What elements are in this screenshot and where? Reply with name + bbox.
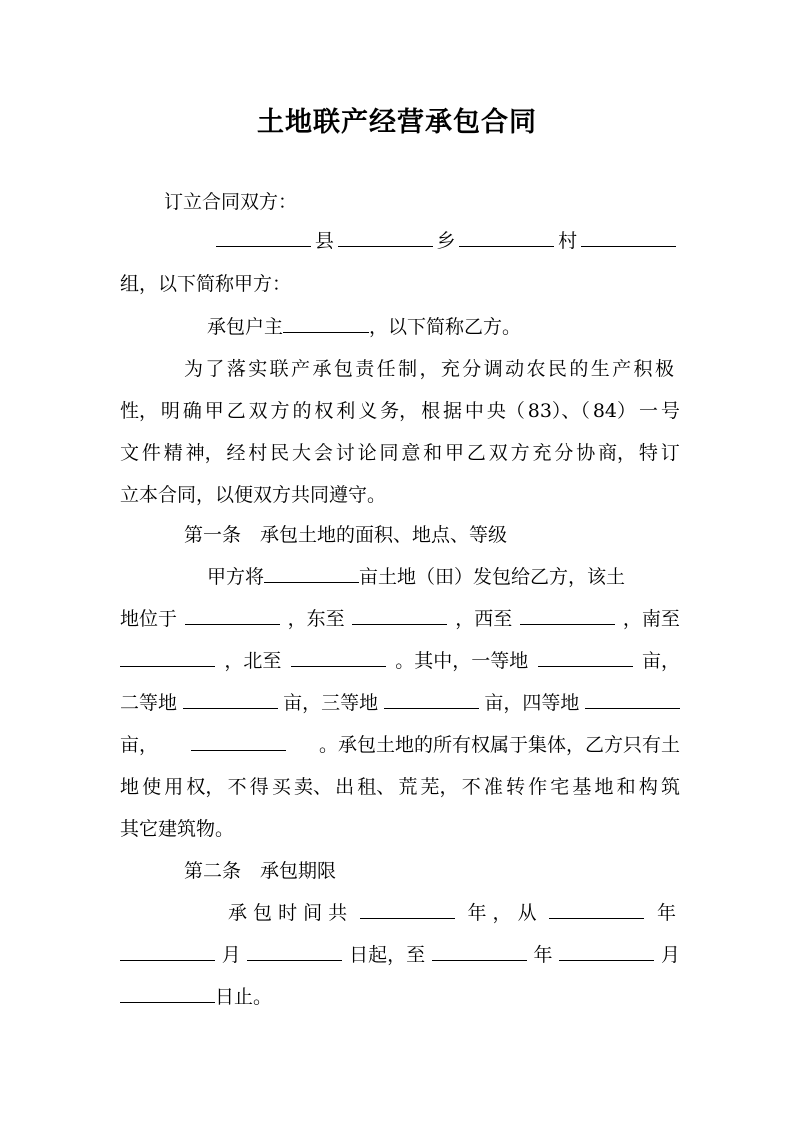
end-year-blank: [432, 942, 527, 961]
text-char: 大: [292, 442, 312, 464]
text-char: 订: [660, 442, 680, 464]
text-segment: 甲方将: [207, 566, 265, 588]
party-b-label: ，以下简称乙方。: [369, 316, 522, 338]
article-1-line-3: [120, 648, 680, 674]
start-year-blank: [549, 900, 644, 919]
text-char: 的: [569, 358, 589, 380]
text-segment: 月: [660, 944, 680, 966]
parties-heading: 订立合同双方：: [164, 191, 298, 213]
text-char: 同: [379, 442, 399, 464]
text-segment: 年: [533, 944, 553, 966]
preamble-line-4: 立本合同，以便双方共同遵守。: [120, 484, 387, 506]
grade-4-blank: [585, 690, 680, 709]
text-char: 权，: [186, 776, 225, 798]
text-char: 了: [205, 358, 225, 380]
text-segment: 。其中，一等地: [395, 650, 529, 672]
text-char: 用: [164, 776, 184, 798]
text-char: 基: [572, 776, 592, 798]
text-segment: 亩，: [641, 650, 680, 672]
text-char: 分: [554, 442, 574, 464]
text-char: 分: [462, 358, 482, 380]
text-char: 双: [488, 442, 508, 464]
text-segment: ，北至: [224, 650, 282, 672]
text-char: 方: [510, 442, 530, 464]
text-char: 会: [313, 442, 333, 464]
text-char: 得: [249, 776, 269, 798]
west-blank: [520, 606, 615, 625]
text-char: 讨: [335, 442, 355, 464]
text-char: 动: [505, 358, 525, 380]
article-2-line-3: [120, 984, 680, 1010]
text-char: 精: [163, 442, 183, 464]
text-char: 明: [160, 400, 180, 422]
text-char: 方: [270, 400, 290, 422]
village-label: 村: [558, 230, 578, 252]
end-month-blank: [559, 942, 654, 961]
article-1-line-5: [120, 732, 680, 758]
contractor-blank: [283, 314, 369, 333]
text-char: 83）、（: [527, 400, 590, 422]
grade-3-blank: [384, 690, 479, 709]
text-char: 义: [358, 400, 378, 422]
text-char: 和: [616, 776, 636, 798]
text-segment: 日止。: [215, 986, 273, 1008]
text-char: 转: [505, 776, 525, 798]
location-line: [216, 228, 676, 254]
north-blank: [291, 648, 386, 667]
text-char: 意: [401, 442, 421, 464]
text-char: 双: [248, 400, 268, 422]
text-char: 利: [336, 400, 356, 422]
text-char: 中: [464, 400, 484, 422]
text-char: 不: [227, 776, 247, 798]
text-char: 调: [483, 358, 503, 380]
text-char: 任: [376, 358, 396, 380]
text-char: 承: [312, 358, 332, 380]
text-char: 乙: [226, 400, 246, 422]
article-2-line-2: [120, 942, 680, 968]
start-day-blank: [247, 942, 342, 961]
text-char: 筑: [660, 776, 680, 798]
text-segment: 年: [656, 902, 676, 924]
party-b-line: [207, 314, 767, 340]
text-char: 一: [638, 400, 658, 422]
grade-1-blank: [538, 648, 633, 667]
article-2-title: 第二条 承包期限: [184, 860, 337, 882]
text-char: 性，: [120, 400, 159, 422]
text-segment: 亩，: [120, 734, 159, 756]
article-1-line-1: [207, 564, 767, 590]
township-label: 乡: [436, 230, 456, 252]
text-char: 落: [226, 358, 246, 380]
text-char: 务，: [380, 400, 419, 422]
text-char: 号: [660, 400, 680, 422]
text-char: 和: [423, 442, 443, 464]
start-month-blank: [120, 942, 215, 961]
years-blank: [360, 900, 455, 919]
text-char: 村: [248, 442, 268, 464]
page-title: 土地联产经营承包合同: [257, 107, 537, 138]
text-char: 联: [269, 358, 289, 380]
article-1-line-2: [120, 606, 680, 632]
text-char: 农: [526, 358, 546, 380]
text-char: 出: [335, 776, 355, 798]
article-1-line-7: 其它建筑物。: [120, 818, 235, 840]
text-char: 论: [357, 442, 377, 464]
south-blank: [120, 648, 215, 667]
text-segment: 日起，至: [349, 944, 426, 966]
text-char: 地: [594, 776, 614, 798]
text-char: 包: [333, 358, 353, 380]
text-char: 文: [120, 442, 140, 464]
text-char: 根: [421, 400, 441, 422]
article-1-line-6: [120, 774, 680, 800]
end-day-blank: [120, 984, 215, 1003]
text-segment: 年 ， 从: [467, 902, 537, 924]
text-segment: ，东至: [287, 608, 345, 630]
text-char: 地: [120, 776, 140, 798]
text-char: 协: [576, 442, 596, 464]
text-char: 卖、: [293, 776, 332, 798]
text-char: 经: [226, 442, 246, 464]
township-blank: [338, 228, 433, 247]
party-a-line: 组，以下简称甲方：: [120, 273, 292, 295]
text-char: 荒: [398, 776, 418, 798]
text-char: 责: [355, 358, 375, 380]
text-segment: 。承包土地的所有权属于集体，乙方只有土: [318, 734, 680, 756]
text-char: 的: [292, 400, 312, 422]
text-char: 乙: [466, 442, 486, 464]
group-blank: [581, 228, 676, 247]
text-segment: ，南至: [622, 608, 680, 630]
county-label: 县: [314, 230, 334, 252]
text-char: 特: [638, 442, 658, 464]
preamble-line-1: [184, 356, 674, 382]
text-char: 甲: [204, 400, 224, 422]
text-char: 准: [483, 776, 503, 798]
text-char: 构: [638, 776, 658, 798]
text-char: 充: [440, 358, 460, 380]
text-char: 权: [314, 400, 334, 422]
text-segment: 地位于: [120, 608, 178, 630]
east-blank: [352, 606, 447, 625]
text-char: 芜，: [420, 776, 459, 798]
text-segment: 亩，三等地: [283, 692, 379, 714]
text-char: 甲: [445, 442, 465, 464]
text-segment: 亩，四等地: [484, 692, 580, 714]
text-char: 不: [461, 776, 481, 798]
county-blank: [216, 228, 311, 247]
text-char: 神，: [185, 442, 224, 464]
text-segment: 承 包 时 间 共: [228, 902, 348, 924]
text-char: 租、: [357, 776, 396, 798]
preamble-line-2: [120, 398, 680, 424]
article-1-line-4: [120, 690, 680, 716]
grade-2-blank: [183, 690, 278, 709]
location-blank: [185, 606, 280, 625]
text-char: 生: [590, 358, 610, 380]
other-blank: [191, 732, 286, 751]
contractor-label: 承包户主: [207, 316, 284, 338]
text-char: 使: [142, 776, 162, 798]
text-segment: 月: [221, 944, 241, 966]
text-char: 商，: [598, 442, 637, 464]
text-char: 84）: [592, 400, 637, 422]
text-char: 央（: [486, 400, 525, 422]
text-char: 制: [398, 358, 418, 380]
article-2-line-1: [228, 900, 676, 926]
text-char: 充: [532, 442, 552, 464]
text-char: 民: [547, 358, 567, 380]
text-char: ，: [419, 358, 439, 380]
text-char: 极: [654, 358, 674, 380]
text-char: 买: [271, 776, 291, 798]
article-1-title: 第一条 承包土地的面积、地点、等级: [184, 524, 508, 546]
text-char: 件: [141, 442, 161, 464]
text-char: 积: [633, 358, 653, 380]
text-segment: 亩土地（田）发包给乙方，该土: [359, 566, 626, 588]
text-char: 据: [442, 400, 462, 422]
text-char: 作: [528, 776, 548, 798]
text-char: 为: [184, 358, 204, 380]
text-segment: ，西至: [455, 608, 513, 630]
text-segment: 二等地: [120, 692, 178, 714]
village-blank: [459, 228, 554, 247]
text-char: 产: [291, 358, 311, 380]
text-char: 民: [270, 442, 290, 464]
text-char: 宅: [550, 776, 570, 798]
area-blank: [264, 564, 359, 583]
text-char: 确: [182, 400, 202, 422]
text-char: 实: [248, 358, 268, 380]
preamble-line-3: [120, 440, 680, 466]
text-char: 产: [612, 358, 632, 380]
